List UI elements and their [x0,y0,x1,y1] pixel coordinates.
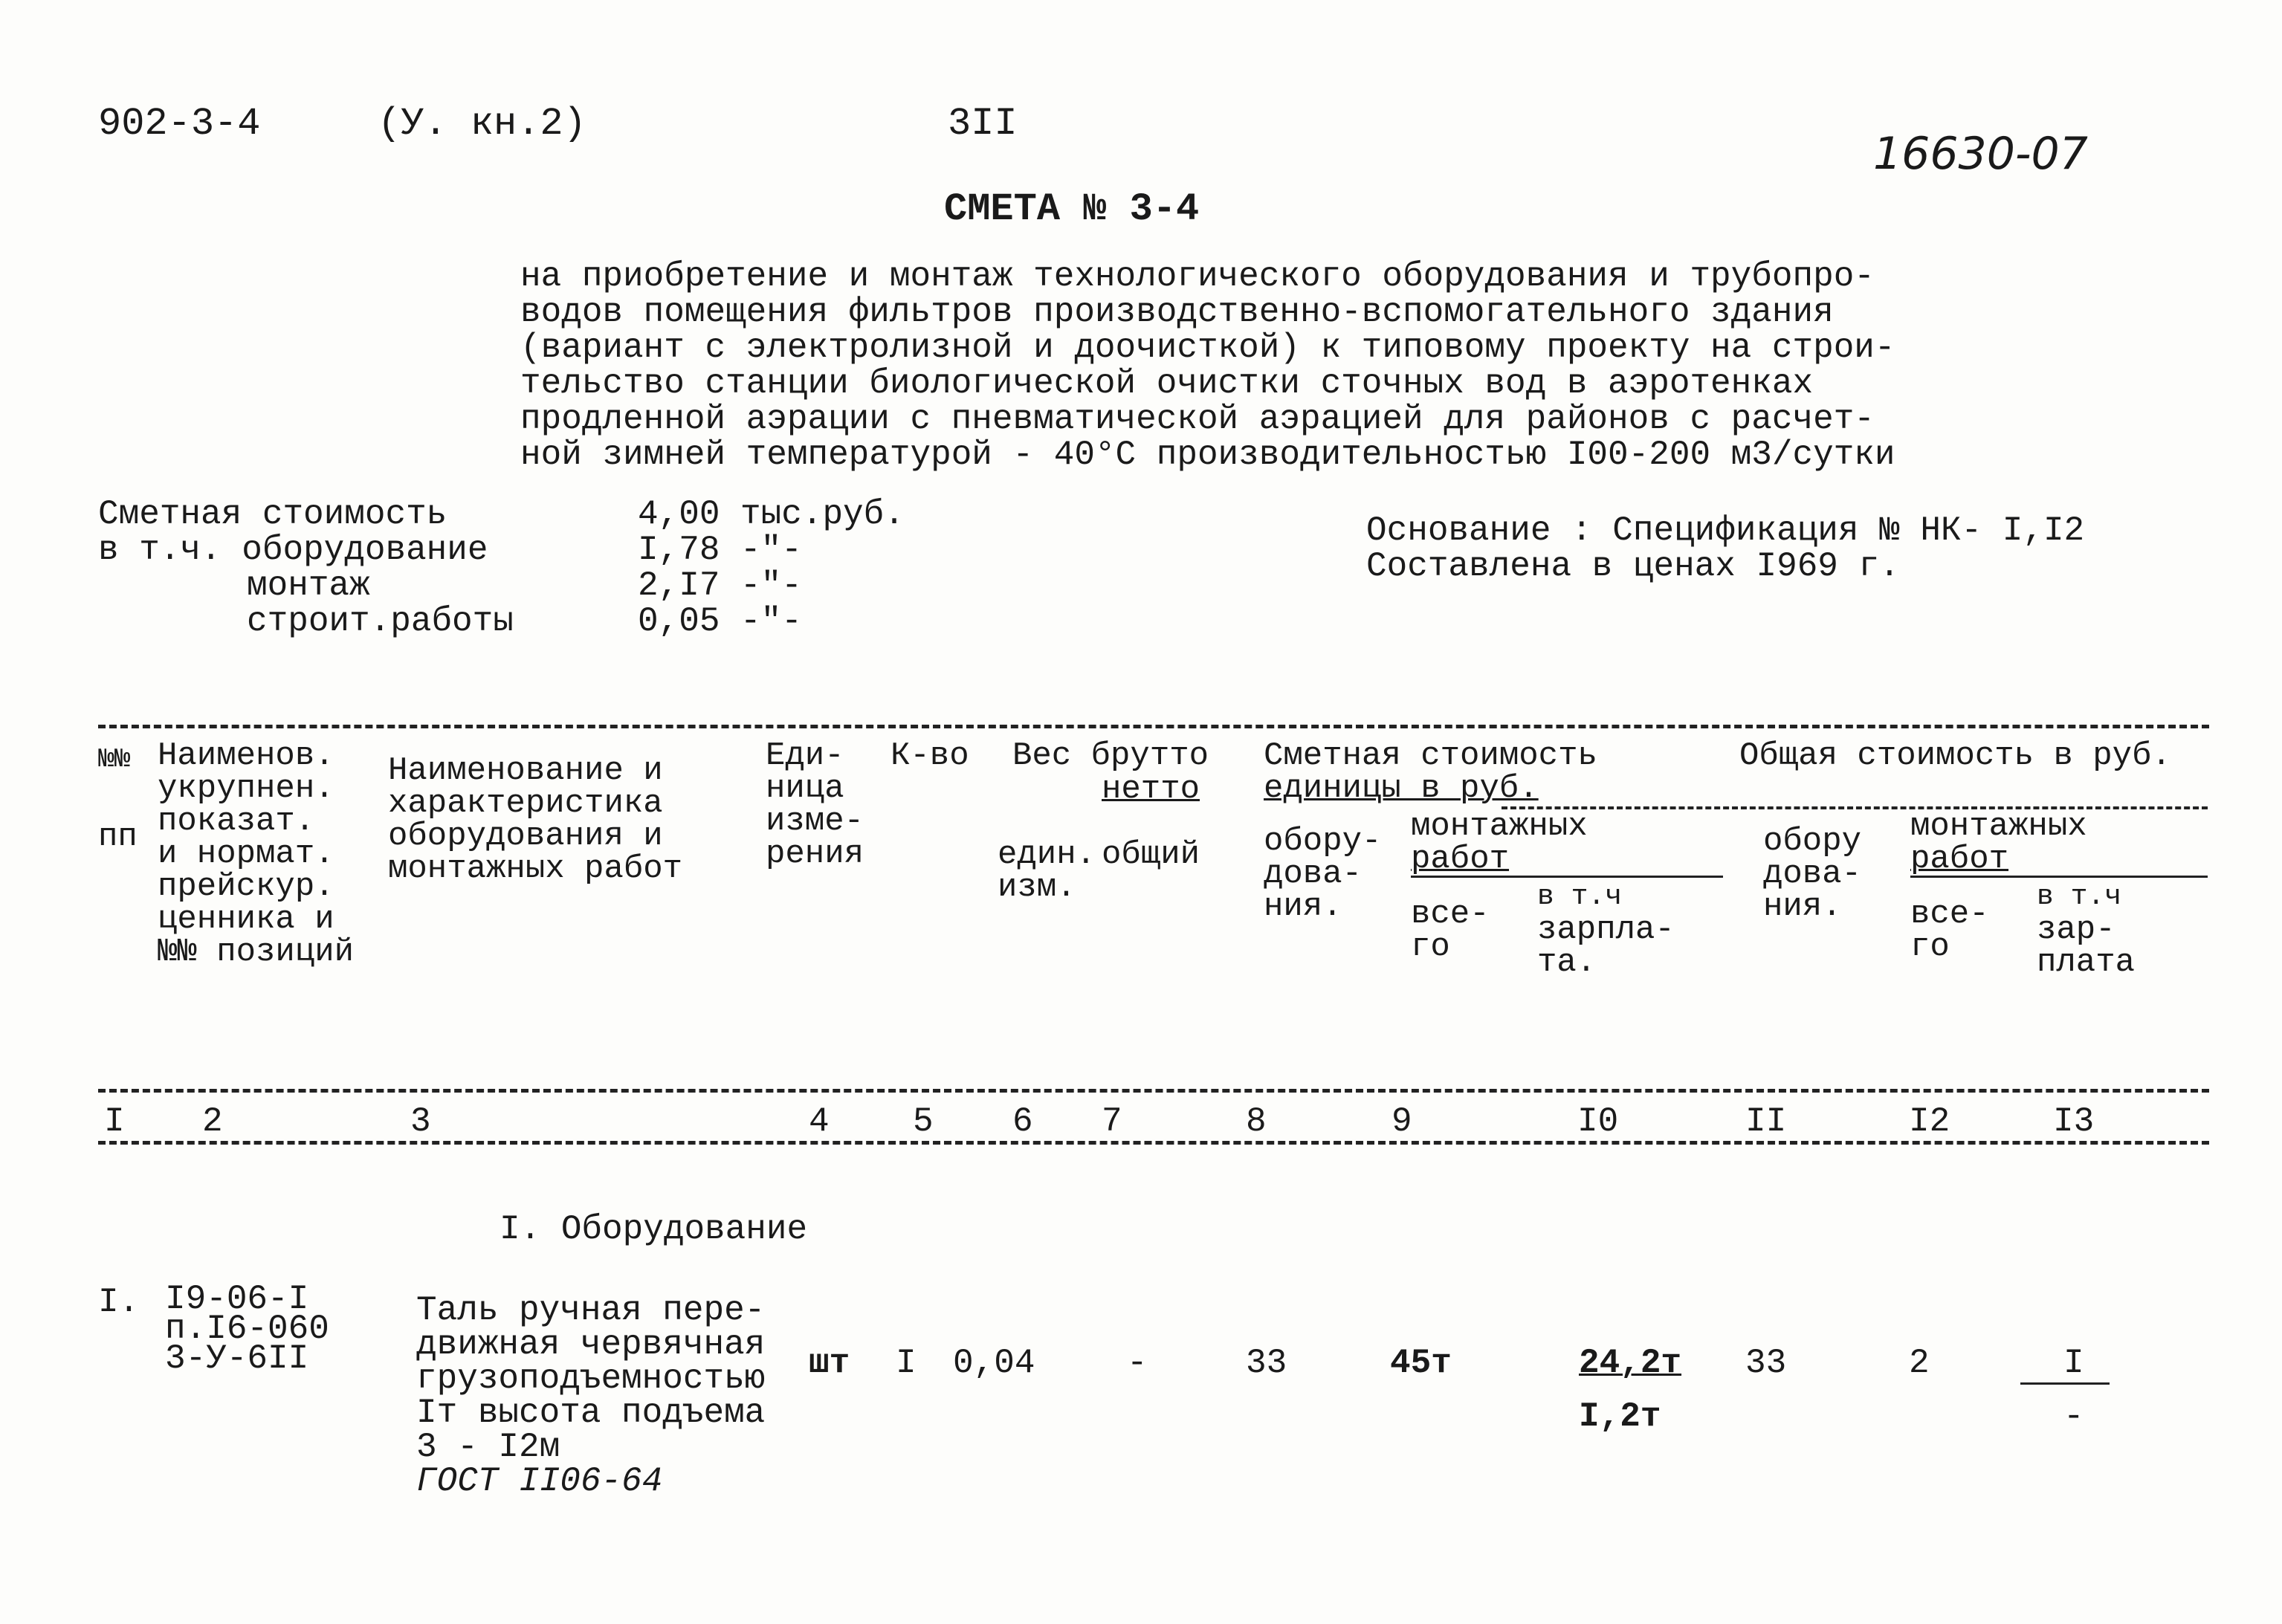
header-text: ница [766,770,844,807]
header-unit-montage-rule [1411,876,1723,878]
row-number: I. [98,1283,140,1321]
cost-label-equipment: в т.ч. оборудование [98,531,488,569]
row-unit-montage-total: 45т [1390,1344,1452,1382]
row-unit-wage-detail: I,2т [1579,1397,1661,1436]
header-text: та. [1537,944,1597,981]
header-text: го [1910,928,1950,965]
header-text: изме- [766,803,864,840]
header-text: Наименование и [388,752,663,789]
row-weight-unit: 0,04 [953,1344,1035,1382]
table-top-rule [98,725,2209,728]
row-code: п.I6-060 [165,1310,329,1348]
header-total-cost: Общая стоимость в руб. [1739,737,2171,774]
header-text: Наименов. [158,737,334,774]
header-text: №№ позиций [158,934,355,971]
column-number: I3 [2053,1102,2095,1141]
column-numbers-bottom-rule [98,1141,2209,1145]
header-text: Сметная стоимость [1264,737,1597,774]
header-text: все- [1411,896,1490,933]
column-number: 4 [809,1102,830,1141]
row-codes [165,1280,329,1378]
header-col-qty: К-во [891,737,969,774]
header-weight-netto: нетто [1102,771,1200,808]
row-code: 3-У-6II [165,1339,309,1378]
cost-label-total: Сметная стоимость [98,495,447,534]
header-text: работ [1411,841,1510,878]
page-number: 3II [948,102,1018,146]
description-line: ной зимней температурой - 40°С производительностью I00-200 м3/сутки [520,436,1895,474]
section-title: I. Оборудование [500,1210,808,1249]
header-text: все- [1910,896,1989,933]
column-number: I2 [1909,1102,1950,1141]
header-text: и нормат. [158,835,334,873]
header-text: монтажных работ [388,850,683,887]
row-item-name [416,1291,766,1501]
cost-value-construction: 0,05 -"- [638,602,802,641]
column-number: 7 [1102,1102,1122,1141]
column-number: 2 [202,1102,223,1141]
row-qty: I [896,1344,917,1382]
header-subrule [1502,806,2208,809]
header-total-equipment [1763,825,1861,923]
description-line: водов помещения фильтров производственно-вспомогательного здания [520,293,1834,331]
header-text: го [1411,928,1450,965]
row-weight-total: - [1127,1344,1148,1382]
header-text: монтажных [1411,808,1588,845]
row-total-montage: 2 [1909,1344,1930,1382]
item-name-line: ГОСТ II06-64 [416,1462,663,1501]
cost-value-equipment: I,78 -"- [638,531,802,569]
header-text: плата [2037,944,2136,981]
description-line: на приобретение и монтаж технологического оборудования и трубопро- [520,257,1875,296]
header-weight-title: Вес брутто [1012,737,1209,774]
header-unit-equipment [1264,825,1381,923]
column-number: 3 [410,1102,431,1141]
item-name-line: грузоподъемностью [416,1359,766,1398]
item-name-line: движная червячная [416,1325,766,1364]
header-unit-montage [1411,810,1588,876]
cost-label-construction: строит.работы [247,602,514,641]
document-title: СМЕТА № 3-4 [944,187,1200,231]
header-col-unit [766,737,864,873]
header-text: ния. [1264,888,1342,925]
header-weight-unit [998,838,1096,904]
header-text: оборудования и [388,818,663,855]
header-total-montage-rule [1910,876,2208,878]
header-text: монтажных [1910,808,2087,845]
cost-label-montage: монтаж [247,566,370,605]
header-text: Еди- [766,737,844,774]
header-text: №№ [98,744,131,774]
header-total-wage [2037,881,2135,979]
header-text: обору- [1264,823,1382,860]
header-text: ценника и [158,901,334,938]
header-text: обору [1763,823,1862,860]
header-col-code [158,737,355,971]
column-number: 5 [913,1102,934,1141]
description-line: тельство станции биологической очистки сточных вод в аэротенках [520,364,1814,403]
column-number: I0 [1577,1102,1619,1141]
row-total-wage-detail: - [2063,1397,2084,1436]
row-code: I9-06-I [165,1280,309,1319]
header-text: работ [1910,841,2009,878]
item-name-line: Iт высота подъема [416,1394,766,1432]
header-text: дова- [1763,855,1862,893]
row-total-equipment: 33 [1745,1344,1787,1382]
basis-specification: Основание : Спецификация № НК- I,I2 [1366,511,2085,550]
description-line: продленной аэрации с пневматической аэрацией для районов с расчет- [520,400,1875,439]
volume-label: (У. кн.2) [378,102,586,146]
header-text: в т.ч [2037,881,2122,913]
header-text: показат. [158,803,315,840]
column-number: I [104,1102,125,1141]
cost-value-total: 4,00 тыс.руб. [638,495,905,534]
archive-number: 16630-07 [1873,128,2088,180]
header-unit-wage [1537,881,1675,979]
header-text: зар- [2037,911,2115,948]
header-weight-total: общий [1102,836,1200,873]
document-code: 902-3-4 [98,102,261,146]
header-text: единицы в руб. [1264,770,1539,807]
item-name-line: Таль ручная пере- [416,1291,766,1330]
header-total-montage [1910,810,2087,876]
header-col-number [98,743,138,853]
header-text: в т.ч [1537,881,1623,913]
row-total-wage: I [2063,1344,2084,1382]
header-text: ния. [1763,888,1842,925]
header-text: характеристика [388,785,663,822]
column-number: II [1745,1102,1787,1141]
description-line: (вариант с электролизной и доочисткой) к типовому проекту на строи- [520,329,1895,367]
header-text: изм. [998,869,1076,906]
column-number: 6 [1012,1102,1033,1141]
row-unit-wage: 24,2т [1579,1344,1682,1382]
row-unit-equipment: 33 [1246,1344,1287,1382]
header-text: рения [766,835,864,873]
header-col-name [388,754,682,885]
header-text: пп [98,818,138,855]
column-number: 9 [1391,1102,1412,1141]
header-text: прейскур. [158,868,334,905]
column-numbers-top-rule [98,1089,2209,1093]
basis-prices: Составлена в ценах I969 г. [1366,547,1900,586]
item-name-line: 3 - I2м [416,1428,560,1466]
column-number: 8 [1246,1102,1267,1141]
header-total-montage-total [1910,898,1989,963]
row-total-wage-rule [2020,1382,2110,1385]
document-description [520,259,2193,473]
header-unit-cost [1264,737,1597,807]
row-unit: шт [809,1344,850,1382]
header-unit-montage-total [1411,898,1490,963]
header-text: дова- [1264,855,1363,893]
cost-value-montage: 2,I7 -"- [638,566,802,605]
header-text: укрупнен. [158,770,334,807]
header-text: зарпла- [1537,911,1675,948]
header-text: един. [998,836,1096,873]
